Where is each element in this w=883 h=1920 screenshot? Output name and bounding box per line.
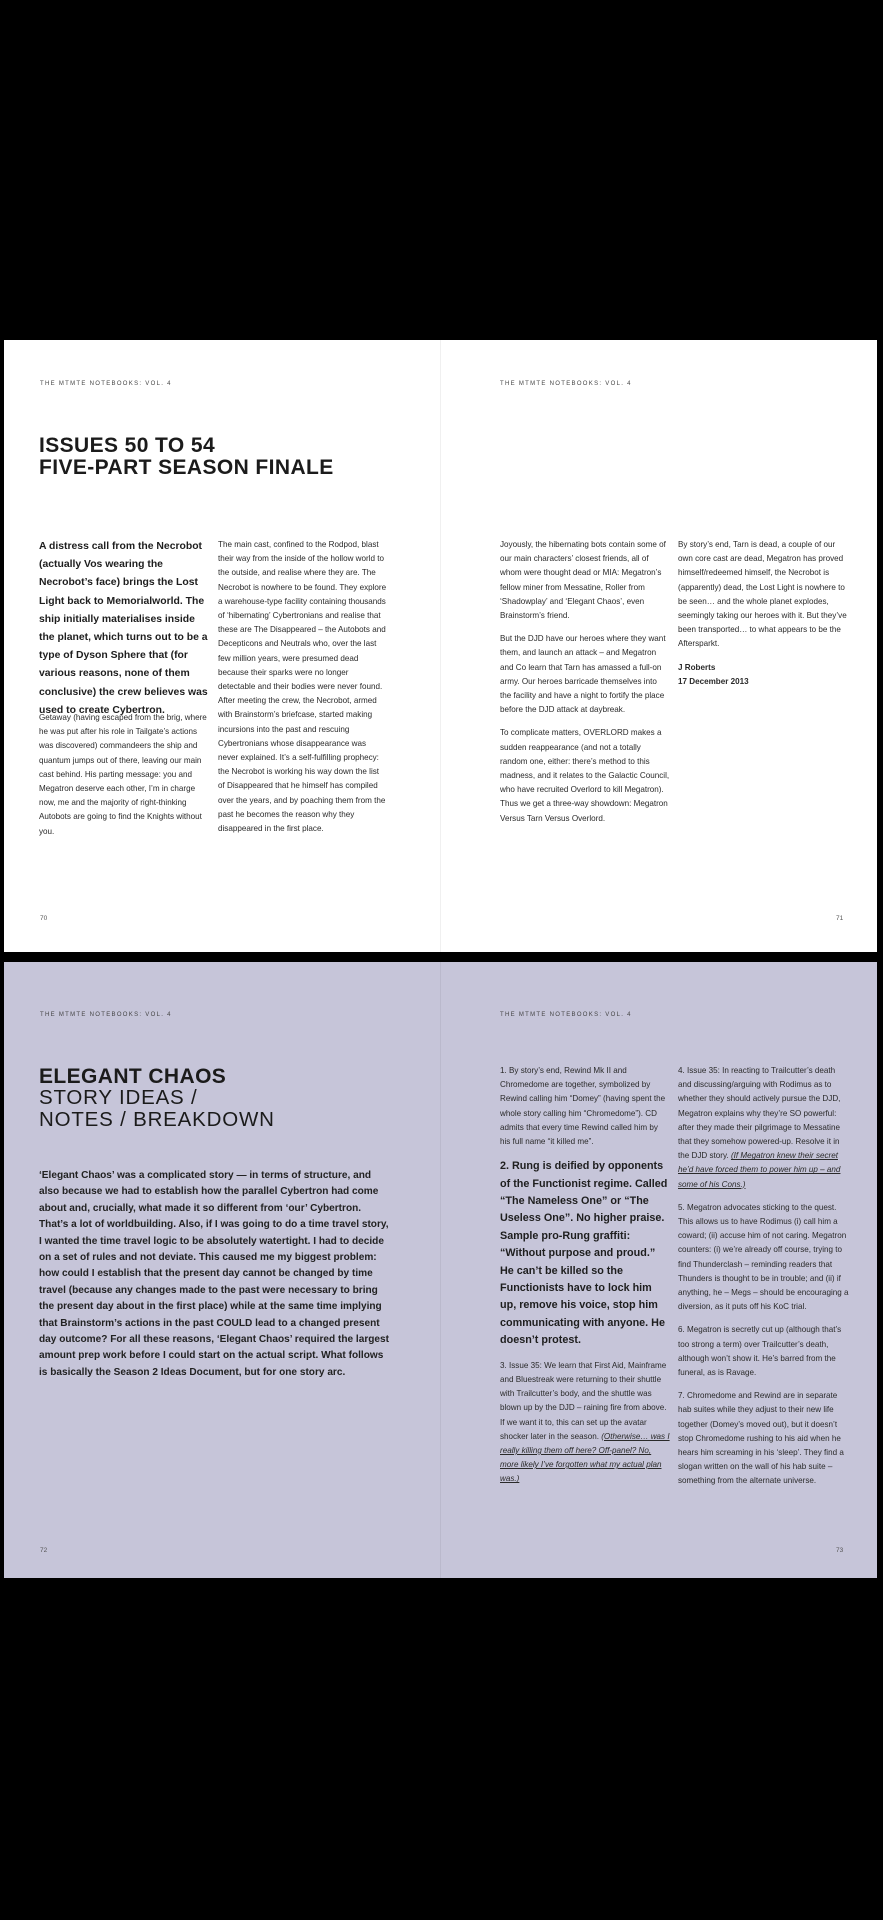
notes-column-1 [500,1064,670,1496]
col1-paragraph: Getaway (having escaped from the brig, where he was put after his role in Tailgate’s actions was discovered) commandeers the ship and quantum jumps out of there, leaving our main cast behind. His parting message: you and Megatron deserve each other, I’m in charge now, me and the majority of right-thinking Autobots are going to find the Knights without you. [39,713,207,836]
running-head-right: THE MTMTE NOTEBOOKS: VOL. 4 [500,381,632,387]
note-6: 6. Megatron is secretly cut up (although that’s too strong a term) over Trailcutter’s death, although won’t show it. He’s barred from the funeral, as is Ravage. [678,1325,842,1378]
page-title-line-1: ISSUES 50 TO 54 [39,434,216,457]
page-number-left: 72 [40,1547,48,1554]
note-1: 1. By story’s end, Rewind Mk II and Chromedome are together, symbolized by Rewind calling him “Domey” (having spent the whole story calling him “Chromedome”). CD admits that every time Rewind called him by his full name “it killed me”. [500,1066,666,1147]
page-title-line-2: FIVE-PART SEASON FINALE [39,456,334,479]
note-4-text: 4. Issue 35: In reacting to Trailcutter’s death and discussing/arguing with Rodimus as to whether they should actively pursue the DJD, Megatron explains why they’re SO powerful: after they made their pilgrimage to Messatine that they somehow powered-up. Resolve it in the DJD story. [678,1066,841,1161]
page-number-right: 71 [836,915,844,922]
page-title-line-1: ELEGANT CHAOS [39,1065,227,1088]
col3-paragraph-2: But the DJD have our heroes where they want them, and launch an attack – and Megatron and Co learn that Tarn has amassed a full-on army. Our heroes barricade themselves into the facility and have a night to fortify the place before the DJD attack at daybreak. [500,634,666,715]
signature-date: 17 December 2013 [678,676,749,686]
gutter-divider [440,340,441,952]
note-7: 7. Chromedome and Rewind are in separate hab suites while they adjust to their new life together (Domey’s moved out), but it doesn’t stop Chromedome rushing to his aid when he hears him screaming in his ‘sleep’. They find a slogan written on the wall of his hab suite – something from the alternate universe. [678,1391,844,1486]
running-head-left: THE MTMTE NOTEBOOKS: VOL. 4 [40,1012,172,1018]
lead-paragraph: A distress call from the Necrobot (actually Vos wearing the Necrobot’s face) brings the Lost Light back to Memorialworld. The ship initially materialises inside the planet, which turns out to be a type of Dyson Sphere that (for various reasons, none of them conclusive) the crew believes was used to create Cybertron. [39,541,208,716]
column-4 [678,538,850,689]
column-2 [218,538,388,845]
intro-paragraph: ‘Elegant Chaos’ was a complicated story — in terms of structure, and also because we had to establish how the parallel Cybertron had come about and, crucially, what made it so different from ‘our’ Cybertron. That’s a lot of worldbuilding. Also, if I was going to do a time travel story, I wanted the time travel logic to be absolutely watertight. I had to decide on a set of rules and not deviate. This caused me my biggest problem: how could I establish that the present day cannot be changed by time travel (because any changes made to the past were necessary to bring the present day about in the first place) while at the same time implying that Brainstorm’s actions in the past COULD lead to a changed present day outcome? For all these reasons, ‘Elegant Chaos’ required the largest amount prep work before I could start on the actual script. What follows is basically the Season 2 Ideas Document, but for one story arc. [39,1170,390,1378]
note-4-aside: (If Megatron knew their secret he’d have forced them to power him up – and some of his Cons.) [678,1151,841,1189]
signature-name: J Roberts [678,662,716,672]
page-number-left: 70 [40,915,48,922]
spread-pages-72-73 [4,962,877,1578]
page-title-line-2: STORY IDEAS / [39,1086,198,1109]
page-number-right: 73 [836,1547,844,1554]
note-3 [500,1359,670,1487]
col4-paragraph: By story’s end, Tarn is dead, a couple of our own core cast are dead, Megatron has proved himself/redeemed himself, the Necrobot is (apparently) dead, the Lost Light is nowhere to be seen… and the whole planet explodes, seemingly taking our heroes with it. But they’ve been transported… to what appears to be the Aftersparkt. [678,540,847,649]
running-head-left: THE MTMTE NOTEBOOKS: VOL. 4 [40,381,172,387]
col3-paragraph-3: To complicate matters, OVERLORD makes a sudden reappearance (and not a totally random one, either: there’s method to this madness, and it relates to the Galactic Council, who have recruited Overlord to kill Megatron). Thus we get a three-way showdown: Megatron Versus Tarn Versus Overlord. [500,728,670,823]
spread-pages-70-71 [4,340,877,952]
column-3 [500,538,670,835]
running-head-right: THE MTMTE NOTEBOOKS: VOL. 4 [500,1012,632,1018]
note-4 [678,1064,850,1192]
note-2: 2. Rung is deified by opponents of the Functionist regime. Called “The Nameless One” or “The Useless One”. No higher praise. Sample pro-Rung graffiti: “Without purpose and proud.” He can’t be killed so the Functionists have to lock him up, remove his voice, stop him communicating with anyone. He doesn’t protest. [500,1160,668,1347]
note-5: 5. Megatron advocates sticking to the quest. This allows us to have Rodimus (i) call him a coward; (ii) accuse him of not caring. Megatron counters: (i) we’re already off course, trying to find Thunderclash – reminding readers that Thunders is thought to be in trouble; and (ii) if anything, he – Megs – should be encouraging a diversion, as it puts off his KoC trial. [678,1202,849,1312]
column-1 [39,711,209,848]
note-3-aside: (Otherwise… was I really killing them off here? Off-panel? No, more likely I’ve forgotten what my actual plan was.) [500,1431,670,1484]
col3-paragraph-1: Joyously, the hibernating bots contain some of our main characters’ closest friends, all of whom were thought dead or MIA: Megatron’s fellow miner from Messatine, Roller from ‘Shadowplay’ and ‘Elegant Chaos’, even Brainstorm’s friend. [500,540,666,621]
note-3-text: 3. Issue 35: We learn that First Aid, Mainframe and Bluestreak were returning to their shuttle with Trailcutter’s body, and the shuttle was blown up by the DJD – raining fire from above. If we want it to, this can set up the avatar shocker later in the season. [500,1360,667,1441]
gutter-divider [440,962,441,1578]
page-title-line-3: NOTES / BREAKDOWN [39,1108,275,1131]
notes-column-2 [678,1064,850,1498]
col2-paragraph: The main cast, confined to the Rodpod, blast their way from the inside of the hollow world to the outside, and realise where they are. The Necrobot is nowhere to be found. They explore a warehouse-type facility containing thousands of ‘hibernating’ Cybertronians and realise that these are The Disappeared – the Autobots and Decepticons and Neutrals who, over the last few million years, were presumed dead because their sparks were no longer detectable and their bodies were never found. After meeting the crew, the Necrobot, armed with Brainstorm’s briefcase, started making incursions into the past and rescuing Cybertronians whose disappearance was never explained. It’s a self-fulfilling prophecy: the Necrobot is working his way down the list of Disappeared that he himself has compiled over the years, and by poaching them from the past he becomes the reason why they disappeared in the first place. [218,540,387,834]
